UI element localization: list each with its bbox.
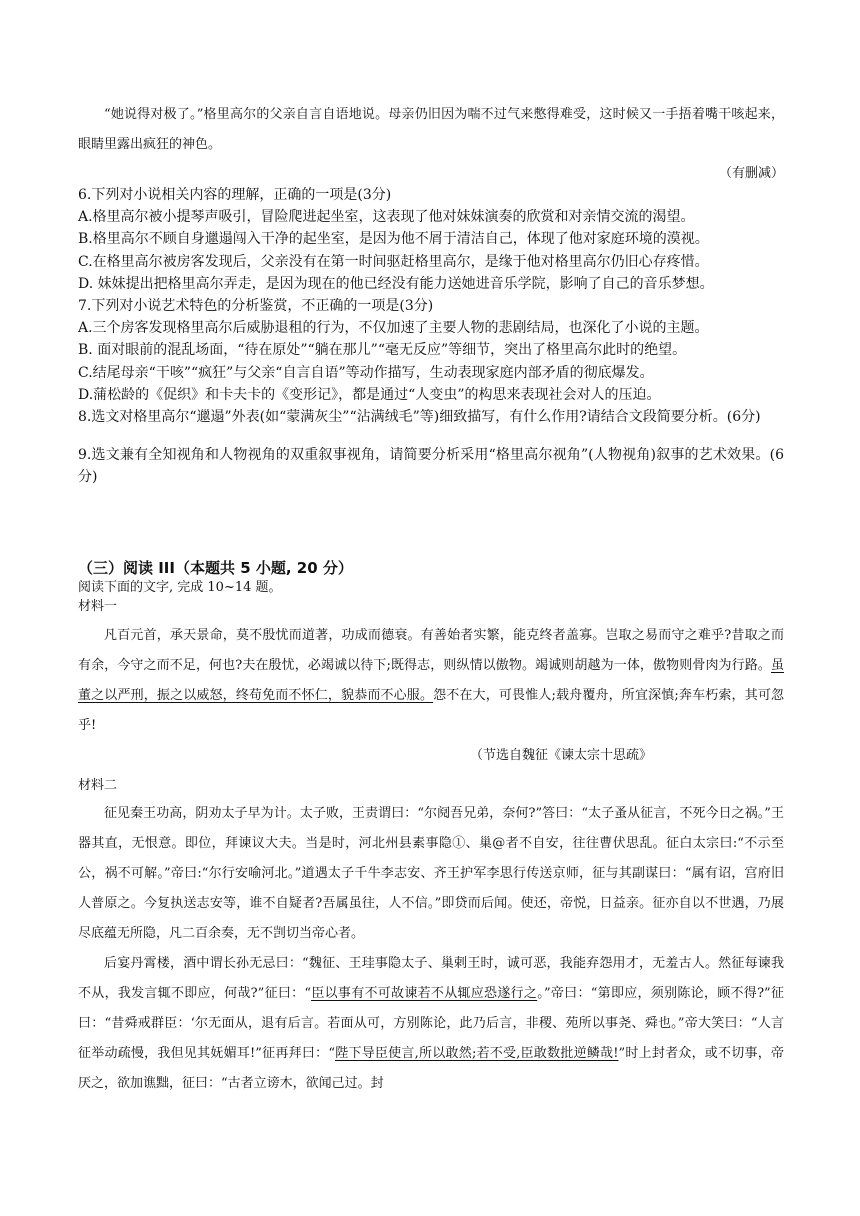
question-block-6-9 [78,184,784,489]
material-1-text [78,621,784,741]
material-1 [78,621,784,741]
material-2 [78,799,784,1099]
section-3-heading: （三）阅读 III（本题共 5 小题, 20 分） [78,559,353,577]
passage-ending [78,100,784,160]
material-1-underlined-sentence: 虽董之以严刑，振之以威怒，终苟免而不怀仁，貌恭而不心服。 [78,658,784,703]
question-9: 9.选文兼有全知视角和人物视角的双重叙事视角，请简要分析采用“格里高尔视角”(人物视角)叙事的艺术效果。(6分) [78,447,784,486]
passage-final-paragraph: “她说得对极了。”格里高尔的父亲自言自语地说。母亲仍旧因为喘不过气来憋得难受，这时候又一手捂着嘴干咳起来，眼睛里露出疯狂的神色。 [78,107,784,152]
material-2-underlined-sentence-1: 臣以事有不可故谏若不从辄应恐遂行之 [311,986,538,1001]
section-3-header [78,558,784,598]
question-7-option-a: A.三个房客发现格里高尔后威胁退租的行为，不仅加速了主要人物的悲剧结局，也深化了小说的主题。 [78,320,709,337]
question-7-stem: 7.下列对小说艺术特色的分析鉴赏，不正确的一项是(3分) [78,298,434,315]
material-2-paragraph-1: 征见秦王功高，阴劝太子早为计。太子败，王责谓曰：“尔阋吾兄弟，奈何?”答曰：“太子蚤从征言，不死今日之祸。”王器其直，无恨意。即位，拜谏议大夫。当是时，河北州县素事隐①、巢@者不自安，往往曹伏思乱。征白太宗曰:“不示至公，祸不可解。”帝曰:“尔行安喻河北。”道遇太子千牛李志安、齐王护军李思行传送京师，征与其副谋曰：“属有诏，宫府旧人普原之。今复执送志安等，谁不自疑者?吾属虽往，人不信。”即贷而后闻。使还，帝悦，日益亲。征亦自以不世遇，乃展尽底蕴无所隐，凡二百余奏，无不剀切当帝心者。 [78,806,784,941]
question-7-option-d: D.蒲松龄的《促织》和卡夫卡的《变形记》，都是通过“人变虫”的构思来表现社会对人的压迫。 [78,386,661,403]
material-2-text-a: 后宴丹霄楼，酒中谓长孙无忌曰：“魏征、王珪事隐太子、巢剌王时，诚可恶，我能弃怨用才，无羞古人。然征每谏我不从，我发言辄不即应，何哉?”征曰：“ [78,956,784,1001]
material-2-label: 材料二 [78,778,118,793]
material-1-source: （节选自魏征《谏太宗十思疏》 [470,748,653,763]
question-6-option-d: D. 妹妹提出把格里高尔弄走，是因为现在的他已经没有能力送她进音乐学院，影响了自己的音乐梦想。 [78,275,714,292]
material-1-label: 材料一 [78,599,118,614]
question-7-option-c: C.结尾母亲“干咳”“疯狂”与父亲“自言自语”等动作描写，生动表现家庭内部矛盾的彻底爆发。 [78,364,654,381]
material-1-text-after: 怨不在大，可畏惟人;载舟覆舟，所宜深慎;奔车朽索，其可忽乎! [78,688,784,733]
material-2-underlined-sentence-2: 陛下导臣使言,所以敢然;若不受,臣敢数批逆鳞哉! [335,1046,619,1061]
source-note: （有删减） [718,166,784,181]
question-6-option-a: A.格里高尔被小提琴声吸引，冒险爬进起坐室，这表现了他对妹妹演奏的欣赏和对亲情交流的渴望。 [78,209,695,226]
question-6-option-c: C.在格里高尔被房客发现后，父亲没有在第一时间驱赶格里高尔，是缘于他对格里高尔仍旧心存疼惜。 [78,253,709,270]
question-6-option-b: B.格里高尔不顾自身邋遢闯入干净的起坐室，是因为他不屑于清洁自己，体现了他对家庭环境的漠视。 [78,231,709,248]
material-2-text-c: ”时上封者众，或不切事，帝厌之，欲加谯黜，征曰：“古者立谤木，欲闻己过。封 [78,1046,784,1091]
section-3-instruction: 阅读下面的文字, 完成 10~14 题。 [78,580,282,595]
material-2-paragraph-2 [78,949,784,1099]
material-1-text-before: 凡百元首，承天景命，莫不殷忧而道著，功成而德衰。有善始者实繁，能克终者盖寡。岂取之易而守之难乎?昔取之而有余，今守之而不足，何也?夫在殷忧，必竭诚以待下;既得志，则纵情以傲物。竭诚则胡越为一体，傲物则骨肉为行路。 [78,628,784,673]
question-7-option-b: B. 面对眼前的混乱场面，“待在原处”“躺在那儿”“毫无反应”等细节，突出了格里高尔此时的绝望。 [78,342,687,359]
material-2-text-b: 。”帝曰：“第即应，须别陈论，顾不得?”征曰：“昔舜戒群臣：‘尔无面从，退有后言。若面从可，方别陈论，此乃后言，非稷、苑所以事尧、舜也。”帝大笑曰：“人言征举动疏慢，我但见其妩媚耳!”征再拜曰：“ [78,986,784,1061]
question-6-stem: 6.下列对小说相关内容的理解，正确的一项是(3分) [78,187,392,203]
question-8: 8.选文对格里高尔“邋遢”外表(如“蒙满灰尘”“沾满绒毛”等)细致描写，有什么作用?请结合文段简要分析。(6分) [78,409,761,426]
